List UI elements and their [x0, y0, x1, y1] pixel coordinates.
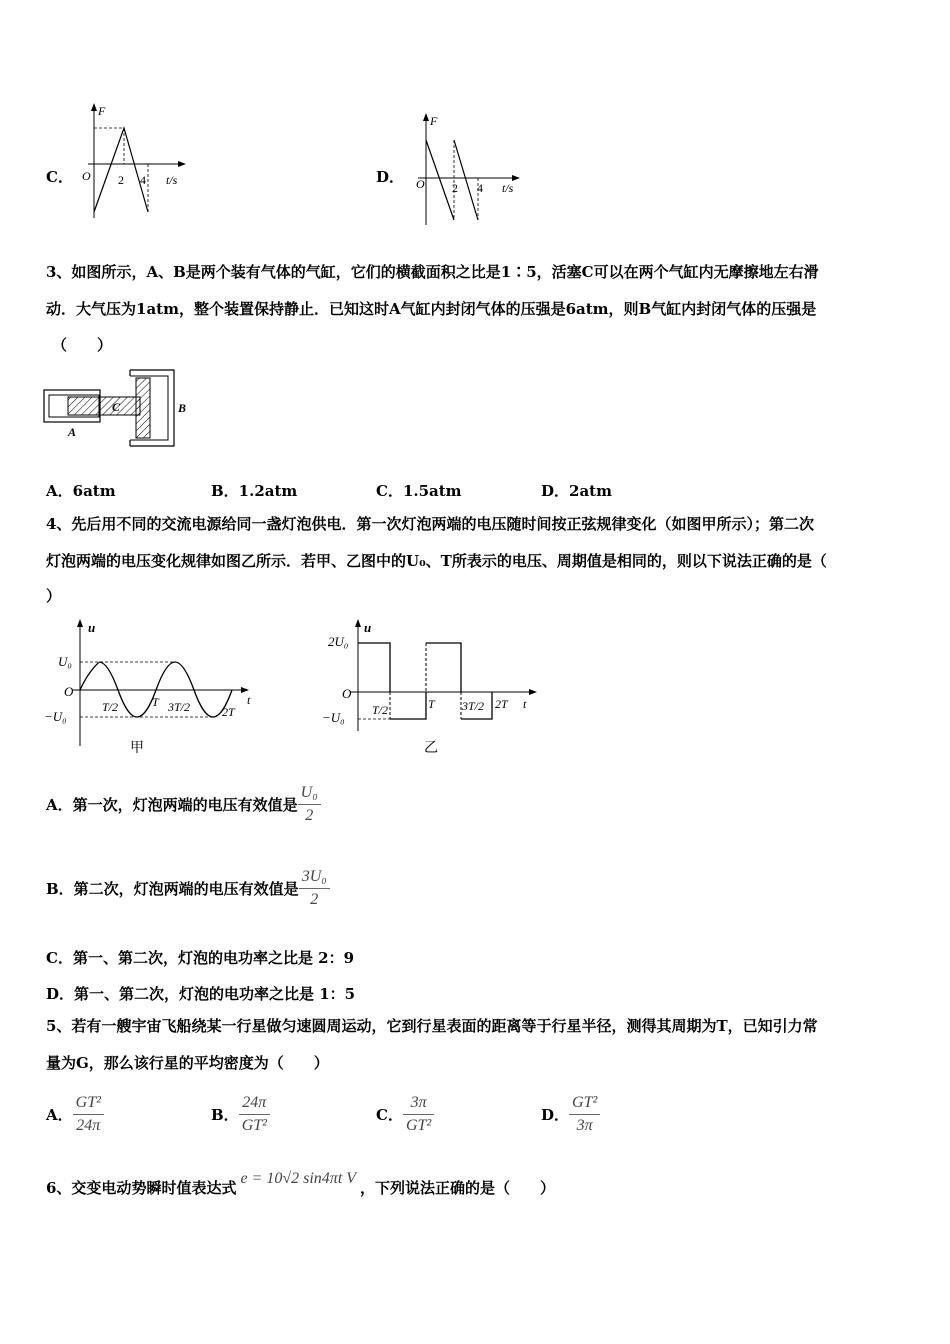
- c-tick-2: 2: [118, 173, 124, 187]
- q4-option-c[interactable]: C．第一、第二次，灯泡的电功率之比是 2：9: [46, 949, 355, 967]
- q5-b-label: B．: [211, 1105, 239, 1124]
- jia-tick-t: T: [152, 695, 159, 709]
- q5-option-d[interactable]: [541, 1086, 600, 1142]
- q6-prefix: 6、交变电动势瞬时值表达式: [46, 1178, 237, 1197]
- q5-c-fraction: [403, 1092, 434, 1137]
- jia-caption: 甲: [130, 741, 144, 756]
- q5-a-den: 24π: [76, 1116, 101, 1134]
- q4-line-1: 4、先后用不同的交流电源给同一盏灯泡供电．第一次灯泡两端的电压随时间按正弦规律变化（如图甲所示）；第二次: [46, 515, 814, 533]
- figure-yi: [320, 616, 545, 761]
- jia-y-label: u: [88, 620, 96, 635]
- q4-line-3: ）: [46, 587, 62, 605]
- q5-c-den: GT²: [405, 1116, 432, 1134]
- q3-option-c[interactable]: C．1.5atm: [376, 482, 462, 500]
- q4-option-a-fraction: [298, 782, 321, 827]
- q4-b-num: 3U₀: [299, 866, 330, 889]
- q4-b-den: 2: [310, 890, 319, 908]
- q4-option-d[interactable]: D．第一、第二次，灯泡的电功率之比是 1：5: [46, 985, 356, 1003]
- q5-option-b[interactable]: [211, 1086, 270, 1142]
- q4-line-2: 灯泡两端的电压变化规律如图乙所示．若甲、乙图中的U₀、T所表示的电压、周期值是相同的，则以下说法正确的是（: [46, 552, 827, 570]
- q6-line: [46, 1172, 555, 1202]
- q5-option-a[interactable]: [46, 1086, 104, 1142]
- q5-c-label: C．: [376, 1105, 403, 1124]
- yi-caption: 乙: [424, 741, 438, 756]
- q4-a-num: U₀: [298, 782, 321, 805]
- c-y-label: F: [98, 104, 106, 118]
- d-tick-2: 2: [452, 181, 458, 195]
- c-origin: O: [82, 169, 91, 183]
- c-curve: [94, 128, 148, 212]
- yi-y-label: u: [364, 620, 372, 635]
- q3-option-d[interactable]: D．2atm: [541, 482, 612, 500]
- q5-a-label: A．: [46, 1105, 73, 1124]
- q5-line-2: 量为G，那么该行星的平均密度为（ ）: [46, 1054, 329, 1072]
- q4-option-b-text: B．第二次，灯泡两端的电压有效值是: [46, 879, 299, 898]
- graph-option-d: [410, 110, 525, 230]
- yi-tick-t: T: [428, 697, 435, 711]
- d-x-label: t/s: [502, 181, 514, 195]
- q5-option-c[interactable]: [376, 1086, 434, 1142]
- q3-line-3: （ ）: [52, 336, 113, 354]
- d-tick-4: 4: [477, 181, 483, 195]
- q5-b-num: 24π: [239, 1092, 270, 1115]
- figure-jia: [42, 616, 262, 761]
- jia-top: U₀: [58, 654, 72, 669]
- yi-tick-half: T/2: [372, 703, 389, 717]
- q6-suffix: ，下列说法正确的是（ ）: [360, 1178, 556, 1197]
- jia-t-axis: t: [247, 693, 251, 707]
- q4-option-b-fraction: [299, 866, 330, 911]
- yi-tick-2t: 2T: [495, 697, 508, 711]
- figure-cylinders: [40, 364, 200, 454]
- yi-origin: O: [342, 686, 352, 701]
- q5-d-label: D．: [541, 1105, 570, 1124]
- q3-line-2: 动．大气压为1atm，整个装置保持静止．已知这时A气缸内封闭气体的压强是6atm，则B气缸内封闭气体的压强是: [46, 300, 817, 318]
- jia-bottom: −U₀: [44, 709, 67, 724]
- q5-b-fraction: [239, 1092, 270, 1137]
- yi-top: 2U₀: [328, 634, 349, 649]
- label-c: C: [112, 400, 121, 414]
- q6-formula: e = 10√2 sin4πt V: [240, 1170, 357, 1187]
- q5-d-num: GT²: [569, 1092, 600, 1115]
- q5-a-num: GT²: [73, 1092, 104, 1115]
- yi-bottom: −U₀: [322, 710, 345, 725]
- yi-t-axis: t: [523, 697, 527, 711]
- c-x-label: t/s: [166, 173, 178, 187]
- q5-d-den: 3π: [576, 1116, 593, 1134]
- label-a: A: [68, 425, 77, 439]
- jia-origin: O: [64, 684, 74, 699]
- jia-tick-half: T/2: [102, 700, 119, 714]
- q4-option-a[interactable]: [46, 776, 321, 832]
- yi-tick-3half: 3T/2: [462, 699, 485, 713]
- q3-option-b[interactable]: B．1.2atm: [211, 482, 298, 500]
- q5-b-den: GT²: [241, 1116, 267, 1134]
- q5-a-fraction: [73, 1092, 104, 1137]
- option-c-label[interactable]: C．: [46, 168, 73, 186]
- d-y-label: F: [430, 114, 438, 128]
- q4-option-b[interactable]: [46, 860, 330, 916]
- d-origin: O: [416, 177, 425, 191]
- q4-a-den: 2: [305, 806, 314, 824]
- jia-tick-2t: 2T: [222, 705, 235, 719]
- c-tick-4: 4: [140, 173, 146, 187]
- graph-option-c: [78, 100, 188, 225]
- q4-option-a-text: A．第一次，灯泡两端的电压有效值是: [46, 795, 298, 814]
- q5-line-1: 5、若有一艘宇宙飞船绕某一行星做匀速圆周运动，它到行星表面的距离等于行星半径，测得其周期为T，已知引力常: [46, 1017, 818, 1035]
- option-d-label[interactable]: D．: [376, 168, 405, 186]
- jia-tick-3half: 3T/2: [168, 700, 191, 714]
- q5-d-fraction: [569, 1092, 600, 1137]
- q3-option-a[interactable]: A．6atm: [46, 482, 116, 500]
- label-b: B: [178, 401, 187, 415]
- q5-c-num: 3π: [403, 1092, 434, 1115]
- q3-line-1: 3、如图所示，A、B是两个装有气体的气缸，它们的横截面积之比是1∶5，活塞C可以在两个气缸内无摩擦地左右滑: [46, 263, 819, 281]
